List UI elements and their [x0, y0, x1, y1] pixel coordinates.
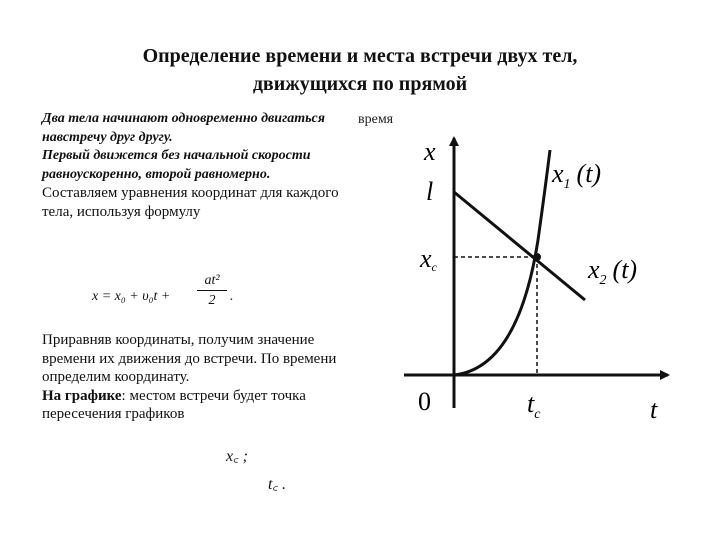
- tc-label: [527, 389, 541, 422]
- outro-bold: На графике: [42, 387, 122, 404]
- curve-x2: [454, 192, 585, 300]
- tc-symbol: t꜀ .: [268, 476, 286, 493]
- intro-text: [42, 110, 342, 221]
- outro-rest: : местом встречи будет точка: [121, 387, 306, 404]
- meeting-graph: [400, 110, 690, 440]
- slide-title: [60, 42, 660, 98]
- curve-x2-arg: (t): [612, 255, 638, 284]
- formula-numerator: at²: [197, 272, 227, 291]
- intro-paragraph-1: Два тела начинают одновременно двигаться навстречу друг другу.: [42, 111, 325, 145]
- intro-paragraph-2: Первый движется без начальной скорости равноускоренно, второй равномерно.: [42, 148, 311, 182]
- xc-main: x: [420, 244, 432, 273]
- outro-text: [42, 331, 342, 424]
- xc-label: [419, 244, 438, 274]
- meeting-point: [533, 253, 541, 261]
- curve-x2-main: x: [588, 255, 600, 284]
- outro-paragraph-1: Приравняв координаты, получим значение времени их движения до встречи. По времени определим координату.: [42, 332, 337, 385]
- curve-x2-label: [587, 255, 637, 288]
- curve-x1-arg: (t): [576, 159, 602, 188]
- x-axis-label: x: [424, 137, 436, 166]
- outro-paragraph-2: [42, 387, 342, 406]
- curve-x1-label: [551, 159, 601, 192]
- curve-x1-main: x: [552, 159, 564, 188]
- formula-denominator: 2: [208, 293, 216, 308]
- title-line-2: движущихся по прямой: [252, 73, 468, 95]
- xc-symbol: x꜀ ;: [226, 448, 248, 465]
- formula-fraction: [197, 272, 227, 311]
- cropped-label: время: [358, 112, 394, 127]
- title-line-1: Определение времени и места встречи двух тел,: [142, 45, 578, 67]
- t-axis-label: t: [650, 395, 658, 424]
- coordinate-formula: [92, 272, 252, 322]
- formula-lhs: x = x₀ + υ₀t +: [92, 289, 171, 304]
- curve-x1: [454, 150, 550, 375]
- curve-x2-sub: 2: [599, 273, 607, 288]
- l-label: l: [426, 177, 434, 206]
- outro-paragraph-3: пересечения графиков: [42, 406, 185, 422]
- formula-tail: .: [230, 289, 234, 304]
- xc-subscript: c: [431, 260, 437, 274]
- curve-x1-sub: 1: [563, 177, 571, 192]
- tc-subscript: c: [534, 407, 541, 422]
- tc-main: t: [527, 389, 535, 418]
- intro-paragraph-3: Составляем уравнения координат для каждого тела, используя формулу: [42, 185, 339, 220]
- origin-label: 0: [418, 387, 431, 416]
